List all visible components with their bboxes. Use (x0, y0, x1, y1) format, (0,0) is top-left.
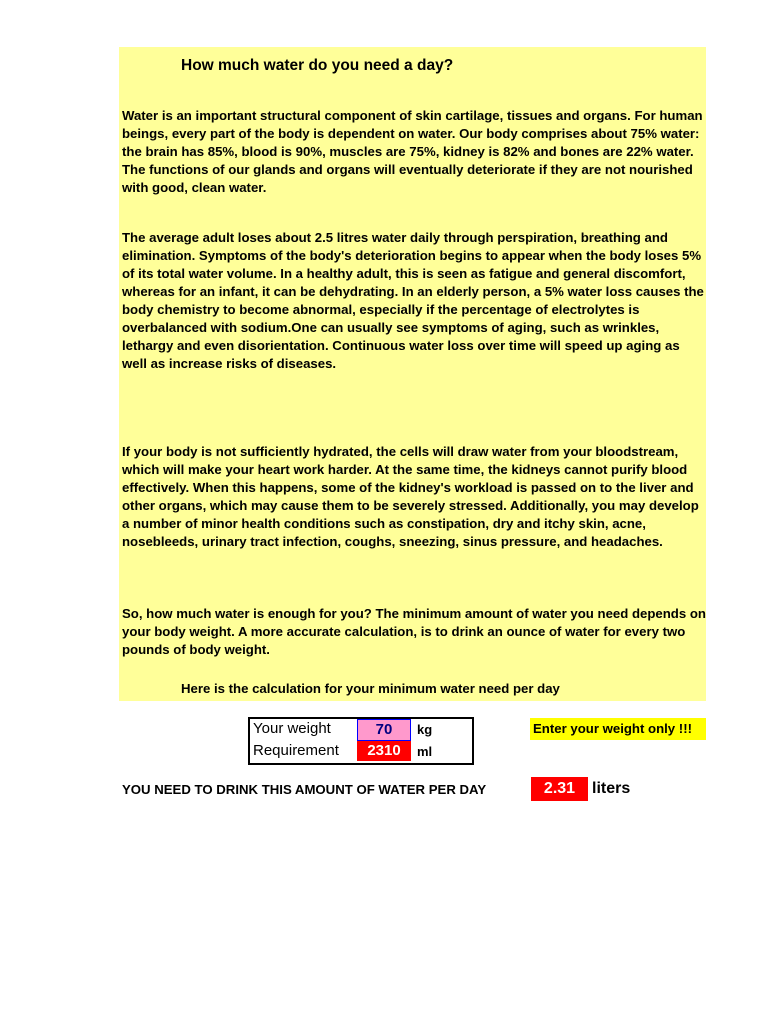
weight-unit: kg (417, 722, 433, 737)
page-title: How much water do you need a day? (181, 57, 454, 74)
requirement-label: Requirement (253, 742, 339, 759)
requirement-value: 2310 (357, 741, 411, 761)
result-value: 2.31 (531, 777, 588, 801)
weight-label: Your weight (253, 720, 331, 737)
paragraph-dehydration-effects: If your body is not sufficiently hydrated, the cells will draw water from your bloodstream, which will make your heart work harder. At the same time, the kidneys cannot purify blood effectively. When this happens, some of the kidney's workload is passed on to the liver and other organs, which may cause them to be severely stressed. Additionally, you may develop a number of minor health conditions such as constipation, dry and itchy skin, acne, nosebleeds, urinary tract infection, coughs, sneezing, sinus pressure, and headaches. (122, 444, 699, 549)
requirement-unit: ml (417, 744, 433, 759)
paragraph-water-composition: Water is an important structural component of skin cartilage, tissues and organs. For human beings, every part of the body is dependent on water. Our body comprises about 75% water: the brain has 85%, blood is 90%, muscles are 75%, kidney is 82% and bones are 22% water. The functions of our glands and organs will eventually deteriorate if they are not nourished with good, clean water. (122, 108, 703, 195)
result-unit: liters (592, 780, 631, 797)
result-text: YOU NEED TO DRINK THIS AMOUNT OF WATER PER DAY (122, 782, 487, 797)
calculation-intro: Here is the calculation for your minimum water need per day (181, 681, 560, 696)
calculator-box (248, 717, 474, 765)
paragraph-water-loss: The average adult loses about 2.5 litres water daily through perspiration, breathing and elimination. Symptoms of the body's deterioration begins to appear when the body loses 5% of its total water volume. In a healthy adult, this is seen as fatigue and general discomfort, whereas for an infant, it can be dehydrating. In an elderly person, a 5% water loss causes the body chemistry to become abnormal, especially if the percentage of electrolytes is overbalanced with sodium.One can usually see symptoms of aging, such as wrinkles, lethargy and even disorientation. Continuous water loss over time will speed up aging as well as increase risks of diseases. (122, 230, 704, 371)
weight-hint: Enter your weight only !!! (530, 718, 706, 740)
weight-input[interactable]: 70 (357, 719, 411, 741)
paragraph-how-much-water: So, how much water is enough for you? The minimum amount of water you need depends on your body weight. A more accurate calculation, is to drink an ounce of water for every two pounds of body weight. (122, 606, 706, 657)
